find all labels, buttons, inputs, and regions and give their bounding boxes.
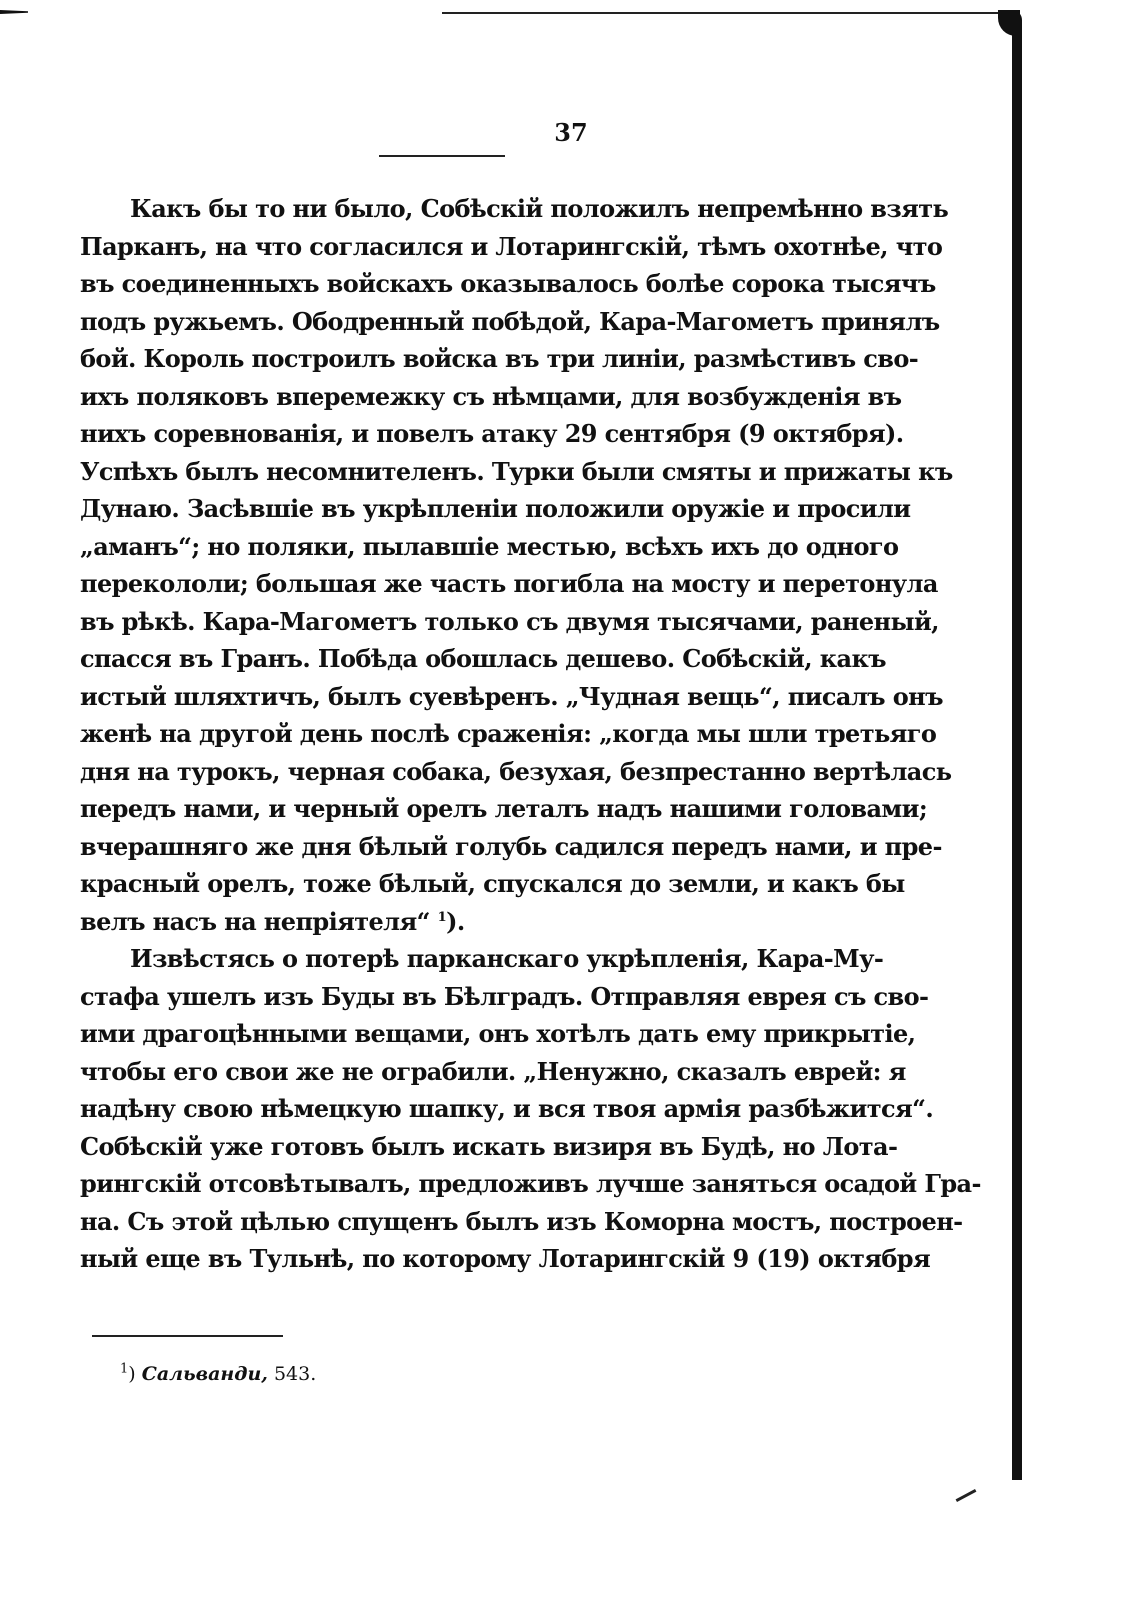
text-line: Собѣскій уже готовъ былъ искать визиря въ Будѣ, но Лота- xyxy=(80,1131,898,1161)
footnote-source: Сальванди, xyxy=(141,1363,268,1385)
text-line: Парканъ, на что согласился и Лотарингскій, тѣмъ охотнѣе, что xyxy=(80,231,943,261)
text-line: бой. Король построилъ войска въ три линіи, размѣстивъ сво- xyxy=(80,344,919,373)
text-line: дня на турокъ, черная собака, безухая, безпрестанно вертѣлась xyxy=(80,756,952,786)
text-line-quote-end xyxy=(80,903,802,941)
text-line: передъ нами, и черный орелъ леталъ надъ нашими головами; xyxy=(80,794,928,823)
text-line: ими драгоцѣнными вещами, онъ хотѣлъ дать ему прикрытіе, xyxy=(80,1019,916,1048)
body-text xyxy=(80,190,981,1278)
text-line: женѣ на другой день послѣ сраженія: „когда мы шли третьяго xyxy=(80,719,937,748)
page-number: 37 xyxy=(554,118,588,147)
text-line: вчерашняго же дня бѣлый голубь садился передъ нами, и пре- xyxy=(80,831,942,861)
text-line: чтобы его свои же не ограбили. „Ненужно, сказалъ еврей: я xyxy=(80,1056,906,1086)
quote-close: ). xyxy=(446,906,465,936)
text-line: въ рѣкѣ. Кара-Магометъ только съ двумя тысячами, раненый, xyxy=(80,606,939,636)
text-line: Извѣстясь о потерѣ парканскаго укрѣпленія, Кара-Му- xyxy=(130,944,884,973)
page-number-container xyxy=(0,118,1140,147)
quote-end-text: велъ насъ на непріятеля“ xyxy=(80,906,430,936)
text-line: стафа ушелъ изъ Буды въ Бѣлградъ. Отправляя еврея съ сво- xyxy=(80,981,929,1011)
text-line: рингскій отсовѣтывалъ, предложивъ лучше заняться осадой Гра- xyxy=(80,1169,981,1198)
text-line: ный еще въ Тульнѣ, по которому Лотарингскій 9 (19) октября xyxy=(80,1244,931,1273)
text-line: перекололи; большая же часть погибла на мосту и перетонула xyxy=(80,569,938,598)
header-rule xyxy=(379,155,505,157)
text-line: на. Съ этой цѣлью спущенъ былъ изъ Коморна мостъ, построен- xyxy=(80,1206,963,1236)
text-line: подъ ружьемъ. Ободренный побѣдой, Кара-Магометъ принялъ xyxy=(80,306,940,336)
text-line: красный орелъ, тоже бѣлый, спускался до земли, и какъ бы xyxy=(80,869,905,898)
scan-right-border xyxy=(1012,10,1022,1480)
text-line: надѣну свою нѣмецкую шапку, и вся твоя армія разбѣжится“. xyxy=(80,1094,934,1123)
scan-corner-mark xyxy=(0,10,28,14)
footnote-marker: 1 xyxy=(120,1361,129,1377)
footnote-rule xyxy=(92,1335,283,1337)
text-line: ихъ поляковъ вперемежку съ нѣмцами, для возбужденія въ xyxy=(80,381,902,411)
text-line: спасся въ Гранъ. Побѣда обошлась дешево. Собѣскій, какъ xyxy=(80,644,886,673)
footnote: $^1$) Сальванди, 543. xyxy=(120,1361,317,1385)
text-line: нихъ соревнованія, и повелъ атаку 29 сентября (9 октября). xyxy=(80,419,904,448)
footnote-reference: 1 xyxy=(437,909,447,925)
text-line: „аманъ“; но поляки, пылавшіе местью, всѣхъ ихъ до одного xyxy=(80,531,899,561)
footnote-page: 543. xyxy=(273,1363,317,1385)
scan-speck xyxy=(956,1489,977,1502)
text-line: Какъ бы то ни было, Собѣскій положилъ непремѣнно взять xyxy=(130,194,949,223)
text-line: истый шляхтичъ, былъ суевѣренъ. „Чудная вещь“, писалъ онъ xyxy=(80,681,943,711)
text-line: въ соединенныхъ войскахъ оказывалось болѣе сорока тысячъ xyxy=(80,269,936,298)
scan-top-rule xyxy=(442,12,1012,14)
text-line: Дунаю. Засѣвшіе въ укрѣпленіи положили оружіе и просили xyxy=(80,494,911,523)
text-line: Успѣхъ былъ несомнителенъ. Турки были смяты и прижаты къ xyxy=(80,456,953,486)
